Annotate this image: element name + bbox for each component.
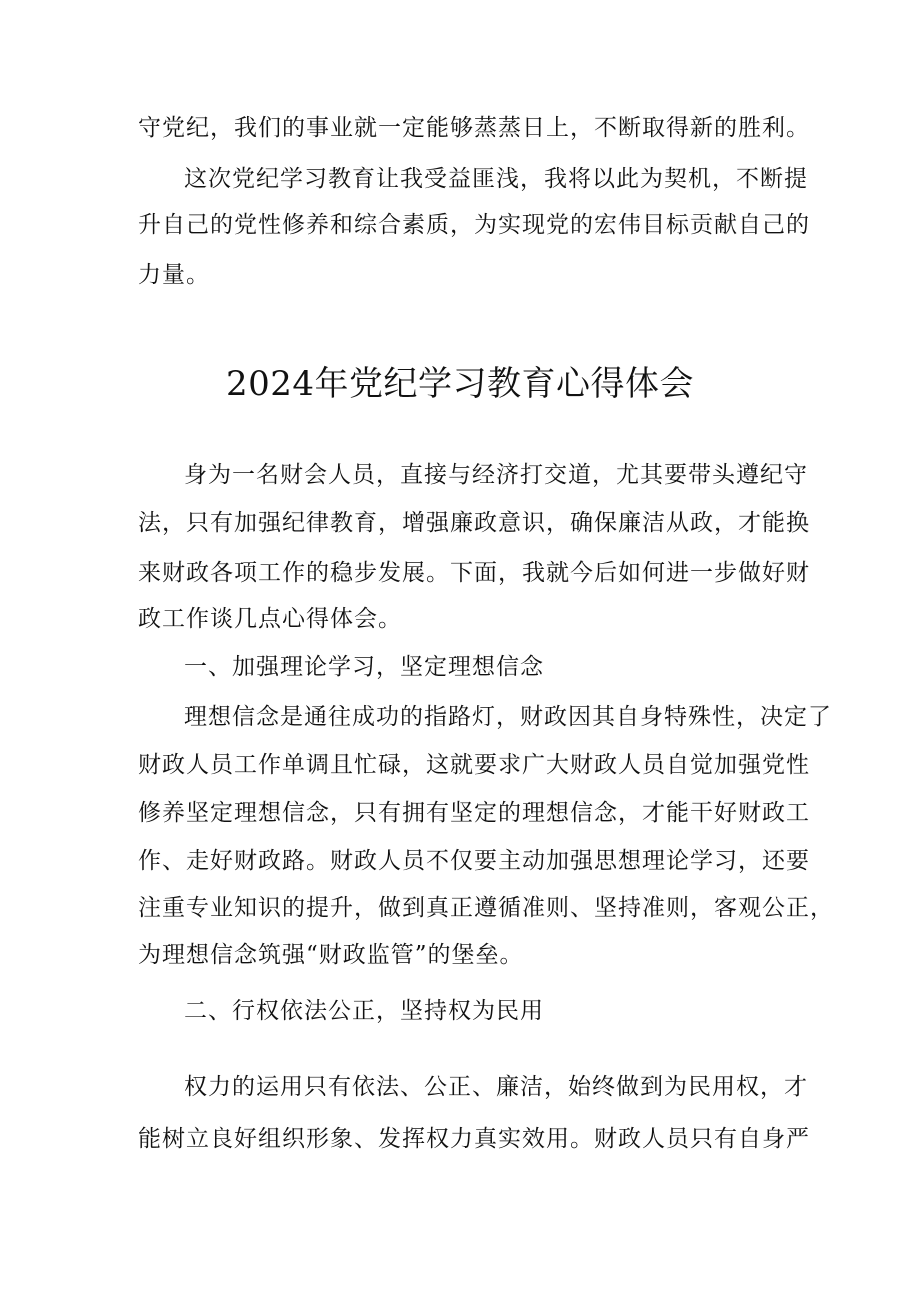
paragraph-line: 理想信念是通往成功的指路灯，财政因其自身特殊性，决定了 [184,704,832,730]
paragraph-line: 政工作谈几点心得体会。 [138,606,402,632]
paragraph-line: 为理想信念筑强“财政监管”的堡垒。 [138,942,524,968]
section-heading: 二、行权依法公正，坚持权为民用 [184,998,544,1024]
paragraph-line: 法，只有加强纪律教育，增强廉政意识，确保廉洁从政，才能换 [138,510,810,536]
paragraph-line: 身为一名财会人员，直接与经济打交道，尤其要带头遵纪守 [184,462,808,488]
paragraph-line: 财政人员工作单调且忙碌，这就要求广大财政人员自觉加强党性 [138,752,810,778]
paragraph-line: 升自己的党性修养和综合素质，为实现党的宏伟目标贡献自己的 [138,212,810,238]
paragraph-line: 作、走好财政路。财政人员不仅要主动加强思想理论学习，还要 [138,848,810,874]
paragraph-line: 修养坚定理想信念，只有拥有坚定的理想信念，才能干好财政工 [138,800,810,826]
paragraph-line: 权力的运用只有依法、公正、廉洁，始终做到为民用权，才 [184,1074,808,1100]
paragraph-line: 来财政各项工作的稳步发展。下面，我就今后如何进一步做好财 [138,560,810,586]
paragraph-line: 守党纪，我们的事业就一定能够蒸蒸日上，不断取得新的胜利。 [138,115,810,141]
paragraph-line: 力量。 [138,262,210,288]
paragraph-line: 注重专业知识的提升，做到真正遵循准则、坚持准则，客观公正， [138,895,834,921]
document-title: 2024年党纪学习教育心得体会 [225,364,695,404]
paragraph-line: 能树立良好组织形象、发挥权力真实效用。财政人员只有自身严 [138,1126,810,1152]
section-heading: 一、加强理论学习，坚定理想信念 [184,654,544,680]
paragraph-line: 这次党纪学习教育让我受益匪浅，我将以此为契机，不断提 [184,166,808,192]
